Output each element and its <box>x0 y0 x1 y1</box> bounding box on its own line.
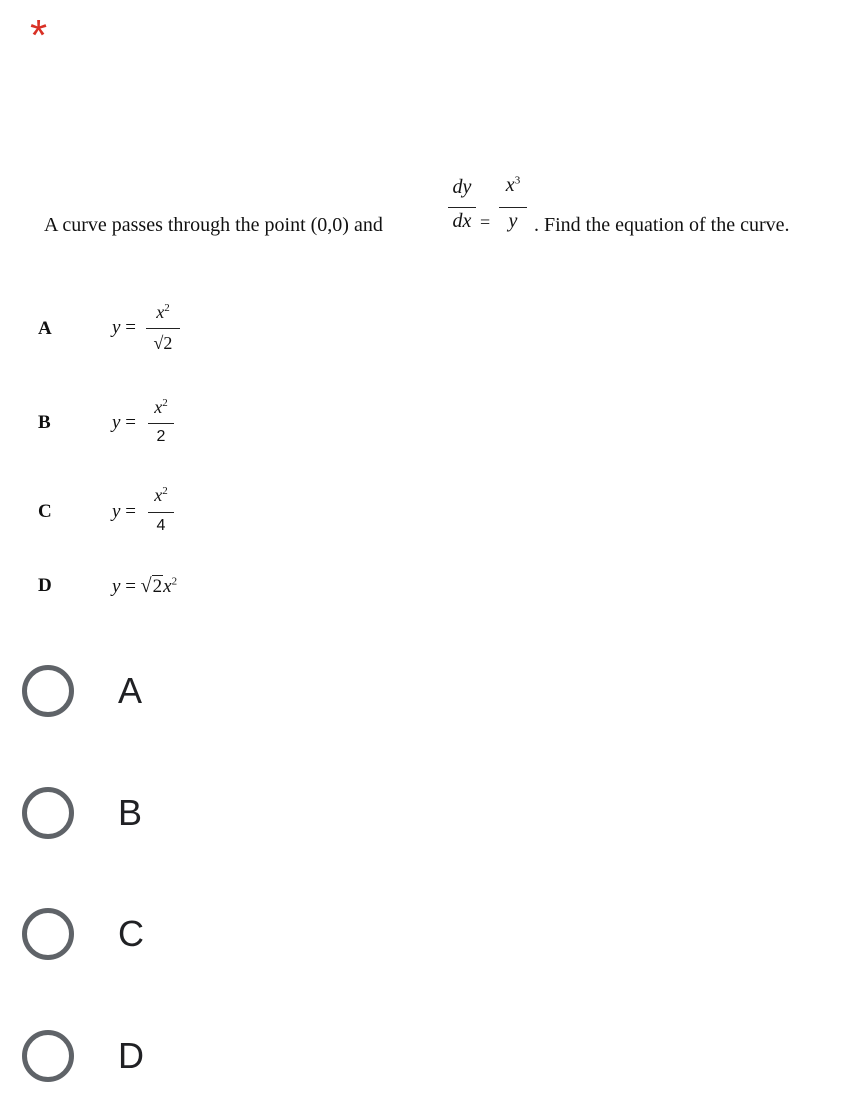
radio-option-d[interactable] <box>18 1026 618 1096</box>
radio-label[interactable]: B <box>118 792 143 833</box>
stem-text-after: . Find the equation of the curve. <box>534 214 790 236</box>
rhs-fraction <box>499 175 527 237</box>
radio-circle-icon[interactable] <box>22 665 74 717</box>
dydx-fraction <box>448 177 476 239</box>
radio-option-a[interactable] <box>18 661 618 731</box>
choice-letter: B <box>38 412 51 433</box>
rhs-denominator: y <box>508 210 518 232</box>
rhs-numerator: $x^3$ <box>505 174 521 196</box>
choice-a <box>0 300 400 370</box>
choice-c-fraction: $x^2$ 4 <box>148 485 174 547</box>
choice-b-fraction: $x^2$ 2 <box>148 395 174 457</box>
stem-text-before: A curve passes through the point (0,0) and <box>44 214 383 236</box>
choice-lhs: y = <box>112 501 136 522</box>
radio-label[interactable]: C <box>118 913 144 954</box>
choice-b <box>0 395 400 465</box>
radio-circle-icon[interactable] <box>22 1030 74 1082</box>
dydx-numerator: dy <box>452 176 472 198</box>
choice-letter: D <box>38 575 52 596</box>
choice-c <box>0 485 400 555</box>
radio-option-c[interactable] <box>18 904 618 974</box>
radio-label[interactable]: A <box>118 670 143 711</box>
choice-letter: C <box>38 501 52 522</box>
choice-a-fraction: $x^2$ √2 <box>146 300 180 362</box>
question-stem <box>44 172 844 242</box>
choice-d <box>0 570 400 640</box>
stem-equals: = <box>480 212 491 232</box>
dydx-denominator: dx <box>452 210 472 232</box>
radio-circle-icon[interactable] <box>22 787 74 839</box>
question-image <box>0 150 863 610</box>
radio-circle-icon[interactable] <box>22 908 74 960</box>
radio-label[interactable]: D <box>118 1035 144 1076</box>
radio-option-b[interactable] <box>18 783 618 853</box>
choice-lhs: y = <box>112 317 136 338</box>
choice-d-expression: $y = √2x^2$ <box>112 575 178 597</box>
choice-letter: A <box>38 318 52 339</box>
required-asterisk: * <box>30 11 48 60</box>
choice-lhs: y = <box>112 412 136 433</box>
